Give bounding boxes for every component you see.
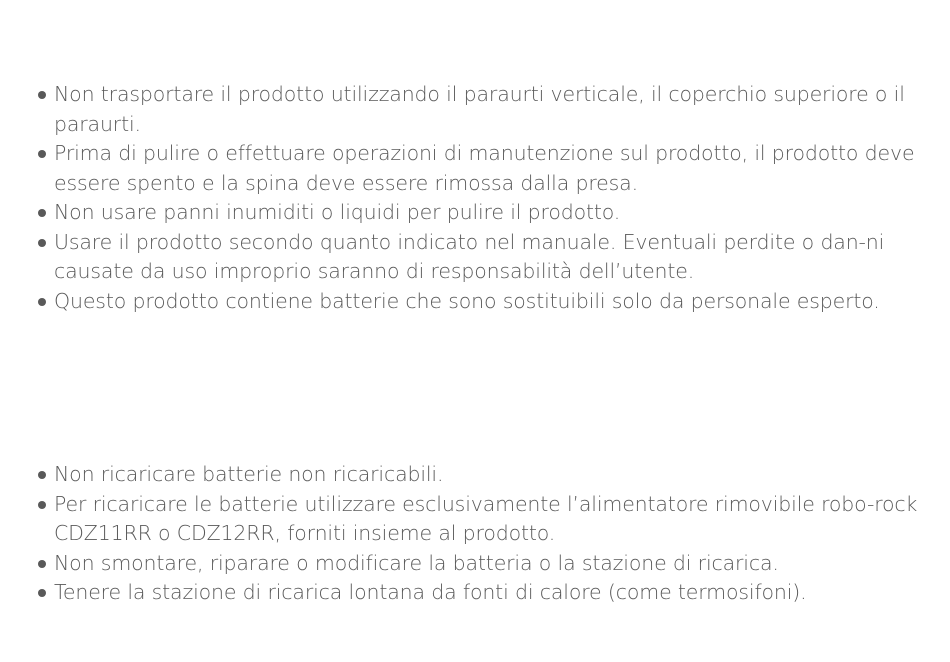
list-item xyxy=(38,80,918,139)
bullet-icon xyxy=(38,298,46,306)
list-item-text: Prima di pulire o effettuare operazioni di manutenzione sul prodotto, il prodotto deve essere spento e la spina deve essere rimossa dalla presa. xyxy=(54,141,915,195)
bullet-icon xyxy=(38,91,46,99)
list-item-text: Per ricaricare le batterie utilizzare esclusivamente l’alimentatore rimovibile robo-rock CDZ11RR o CDZ12RR, forniti insieme al prodotto. xyxy=(54,491,918,545)
list-item-text: Non usare panni inumiditi o liquidi per pulire il prodotto. xyxy=(54,200,621,224)
list-item-text: Usare il prodotto secondo quanto indicato nel manuale. Eventuali perdite o dan-ni causate da uso improprio saranno di responsabilità dell’utente. xyxy=(54,229,885,283)
list-item xyxy=(38,198,918,228)
list-item xyxy=(38,490,918,549)
bullet-icon xyxy=(38,501,46,509)
list-item xyxy=(38,228,918,287)
bullet-icon xyxy=(38,150,46,158)
list-item xyxy=(38,287,918,317)
bullet-icon xyxy=(38,471,46,479)
list-item-text: Non trasportare il prodotto utilizzando il paraurti verticale, il coperchio superiore o il paraurti. xyxy=(54,82,905,136)
list-item xyxy=(38,460,918,490)
list-item xyxy=(38,578,918,608)
list-item-text: Non ricaricare batterie non ricaricabili. xyxy=(54,462,444,486)
list-item xyxy=(38,549,918,579)
bullet-icon xyxy=(38,589,46,597)
bullet-icon xyxy=(38,209,46,217)
list-item-text: Tenere la stazione di ricarica lontana da fonti di calore (come termosifoni). xyxy=(54,580,807,604)
safety-list-general xyxy=(38,80,918,316)
bullet-icon xyxy=(38,239,46,247)
list-item-text: Questo prodotto contiene batterie che sono sostituibili solo da personale esperto. xyxy=(54,288,880,313)
list-item xyxy=(38,139,918,198)
safety-list-battery xyxy=(38,460,918,608)
list-item-text: Non smontare, riparare o modificare la batteria o la stazione di ricarica. xyxy=(54,550,779,575)
bullet-icon xyxy=(38,560,46,568)
